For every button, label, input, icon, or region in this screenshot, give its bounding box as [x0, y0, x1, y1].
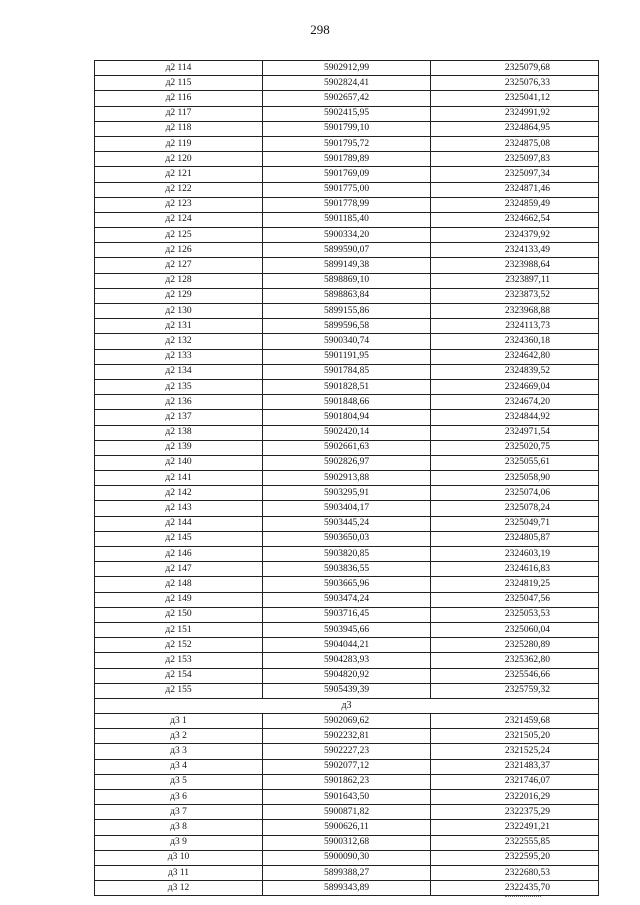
point-id-cell: д3 8	[95, 820, 263, 835]
footer-mark	[505, 896, 541, 897]
table-row	[95, 410, 599, 425]
x-coordinate-cell: 5902826,97	[263, 455, 431, 470]
x-coordinate-cell: 5900090,30	[263, 850, 431, 865]
x-coordinate-cell: 5903650,03	[263, 531, 431, 546]
y-coordinate-cell: 2324839,52	[431, 364, 599, 379]
y-coordinate-cell: 2324379,92	[431, 228, 599, 243]
y-coordinate-cell: 2323968,88	[431, 304, 599, 319]
point-id-cell: д2 132	[95, 334, 263, 349]
point-id-cell: д2 152	[95, 638, 263, 653]
y-coordinate-cell: 2325058,90	[431, 471, 599, 486]
x-coordinate-cell: 5903836,55	[263, 562, 431, 577]
x-coordinate-cell: 5903445,24	[263, 516, 431, 531]
x-coordinate-cell: 5901795,72	[263, 136, 431, 151]
table-row	[95, 440, 599, 455]
table-row	[95, 425, 599, 440]
table-row	[95, 622, 599, 637]
point-id-cell: д2 117	[95, 106, 263, 121]
point-id-cell: д2 150	[95, 607, 263, 622]
table-row	[95, 881, 599, 896]
table-row	[95, 455, 599, 470]
x-coordinate-cell: 5903716,45	[263, 607, 431, 622]
y-coordinate-cell: 2321505,20	[431, 729, 599, 744]
table-row	[95, 167, 599, 182]
y-coordinate-cell: 2322016,29	[431, 790, 599, 805]
point-id-cell: д2 130	[95, 304, 263, 319]
y-coordinate-cell: 2324971,54	[431, 425, 599, 440]
table-row	[95, 152, 599, 167]
coordinates-table-body	[95, 61, 599, 896]
table-row	[95, 683, 599, 698]
y-coordinate-cell: 2324642,80	[431, 349, 599, 364]
point-id-cell: д2 145	[95, 531, 263, 546]
point-id-cell: д2 146	[95, 547, 263, 562]
x-coordinate-cell: 5903404,17	[263, 501, 431, 516]
point-id-cell: д2 151	[95, 622, 263, 637]
y-coordinate-cell: 2324859,49	[431, 197, 599, 212]
point-id-cell: д2 148	[95, 577, 263, 592]
section-header-row	[95, 698, 599, 713]
y-coordinate-cell: 2325280,89	[431, 638, 599, 653]
table-row	[95, 379, 599, 394]
x-coordinate-cell: 5902912,99	[263, 61, 431, 76]
x-coordinate-cell: 5903295,91	[263, 486, 431, 501]
table-row	[95, 790, 599, 805]
table-row	[95, 288, 599, 303]
x-coordinate-cell: 5904283,93	[263, 653, 431, 668]
table-row	[95, 182, 599, 197]
y-coordinate-cell: 2321459,68	[431, 714, 599, 729]
y-coordinate-cell: 2324603,19	[431, 547, 599, 562]
point-id-cell: д2 155	[95, 683, 263, 698]
table-row	[95, 106, 599, 121]
x-coordinate-cell: 5900340,74	[263, 334, 431, 349]
table-row	[95, 91, 599, 106]
y-coordinate-cell: 2324662,54	[431, 212, 599, 227]
y-coordinate-cell: 2324133,49	[431, 243, 599, 258]
point-id-cell: д3 7	[95, 805, 263, 820]
y-coordinate-cell: 2323873,52	[431, 288, 599, 303]
x-coordinate-cell: 5902232,81	[263, 729, 431, 744]
x-coordinate-cell: 5902824,41	[263, 76, 431, 91]
point-id-cell: д2 134	[95, 364, 263, 379]
y-coordinate-cell: 2324875,08	[431, 136, 599, 151]
y-coordinate-cell: 2322491,21	[431, 820, 599, 835]
x-coordinate-cell: 5899590,07	[263, 243, 431, 258]
table-row	[95, 729, 599, 744]
table-row	[95, 334, 599, 349]
x-coordinate-cell: 5903665,96	[263, 577, 431, 592]
y-coordinate-cell: 2322680,53	[431, 865, 599, 880]
y-coordinate-cell: 2324360,18	[431, 334, 599, 349]
x-coordinate-cell: 5900334,20	[263, 228, 431, 243]
point-id-cell: д2 154	[95, 668, 263, 683]
y-coordinate-cell: 2323897,11	[431, 273, 599, 288]
y-coordinate-cell: 2325020,75	[431, 440, 599, 455]
point-id-cell: д2 118	[95, 121, 263, 136]
y-coordinate-cell: 2325060,04	[431, 622, 599, 637]
table-row	[95, 273, 599, 288]
y-coordinate-cell: 2325078,24	[431, 501, 599, 516]
point-id-cell: д2 128	[95, 273, 263, 288]
y-coordinate-cell: 2325074,06	[431, 486, 599, 501]
point-id-cell: д2 141	[95, 471, 263, 486]
y-coordinate-cell: 2324674,20	[431, 395, 599, 410]
point-id-cell: д3 11	[95, 865, 263, 880]
y-coordinate-cell: 2324805,87	[431, 531, 599, 546]
point-id-cell: д2 139	[95, 440, 263, 455]
point-id-cell: д2 147	[95, 562, 263, 577]
point-id-cell: д3 2	[95, 729, 263, 744]
x-coordinate-cell: 5901789,89	[263, 152, 431, 167]
table-row	[95, 395, 599, 410]
point-id-cell: д2 124	[95, 212, 263, 227]
x-coordinate-cell: 5898869,10	[263, 273, 431, 288]
x-coordinate-cell: 5899149,38	[263, 258, 431, 273]
table-row	[95, 668, 599, 683]
point-id-cell: д2 123	[95, 197, 263, 212]
x-coordinate-cell: 5902661,63	[263, 440, 431, 455]
x-coordinate-cell: 5899596,58	[263, 319, 431, 334]
page-number: 298	[310, 22, 330, 37]
x-coordinate-cell: 5898863,84	[263, 288, 431, 303]
table-row	[95, 592, 599, 607]
x-coordinate-cell: 5901185,40	[263, 212, 431, 227]
point-id-cell: д2 133	[95, 349, 263, 364]
x-coordinate-cell: 5902420,14	[263, 425, 431, 440]
point-id-cell: д3 12	[95, 881, 263, 896]
y-coordinate-cell: 2324819,25	[431, 577, 599, 592]
point-id-cell: д2 119	[95, 136, 263, 151]
table-row	[95, 653, 599, 668]
point-id-cell: д3 9	[95, 835, 263, 850]
y-coordinate-cell: 2322375,29	[431, 805, 599, 820]
point-id-cell: д2 149	[95, 592, 263, 607]
section-header: д3	[95, 698, 599, 713]
table-row	[95, 744, 599, 759]
x-coordinate-cell: 5900871,82	[263, 805, 431, 820]
x-coordinate-cell: 5901784,85	[263, 364, 431, 379]
x-coordinate-cell: 5903474,24	[263, 592, 431, 607]
x-coordinate-cell: 5901775,00	[263, 182, 431, 197]
y-coordinate-cell: 2325097,83	[431, 152, 599, 167]
x-coordinate-cell: 5901643,50	[263, 790, 431, 805]
x-coordinate-cell: 5902657,42	[263, 91, 431, 106]
x-coordinate-cell: 5904820,92	[263, 668, 431, 683]
x-coordinate-cell: 5902077,12	[263, 759, 431, 774]
x-coordinate-cell: 5901778,99	[263, 197, 431, 212]
x-coordinate-cell: 5901804,94	[263, 410, 431, 425]
table-row	[95, 835, 599, 850]
table-row	[95, 121, 599, 136]
table-row	[95, 562, 599, 577]
x-coordinate-cell: 5900312,68	[263, 835, 431, 850]
point-id-cell: д2 143	[95, 501, 263, 516]
point-id-cell: д2 131	[95, 319, 263, 334]
y-coordinate-cell: 2325055,61	[431, 455, 599, 470]
point-id-cell: д3 6	[95, 790, 263, 805]
table-row	[95, 607, 599, 622]
point-id-cell: д2 114	[95, 61, 263, 76]
x-coordinate-cell: 5901828,51	[263, 379, 431, 394]
y-coordinate-cell: 2322595,20	[431, 850, 599, 865]
x-coordinate-cell: 5901848,66	[263, 395, 431, 410]
table-row	[95, 349, 599, 364]
y-coordinate-cell: 2325546,66	[431, 668, 599, 683]
table-row	[95, 820, 599, 835]
y-coordinate-cell: 2325097,34	[431, 167, 599, 182]
x-coordinate-cell: 5900626,11	[263, 820, 431, 835]
point-id-cell: д3 4	[95, 759, 263, 774]
x-coordinate-cell: 5901862,23	[263, 774, 431, 789]
y-coordinate-cell: 2324669,04	[431, 379, 599, 394]
point-id-cell: д3 3	[95, 744, 263, 759]
x-coordinate-cell: 5901769,09	[263, 167, 431, 182]
point-id-cell: д2 120	[95, 152, 263, 167]
y-coordinate-cell: 2321746,07	[431, 774, 599, 789]
point-id-cell: д3 1	[95, 714, 263, 729]
y-coordinate-cell: 2325041,12	[431, 91, 599, 106]
point-id-cell: д2 144	[95, 516, 263, 531]
y-coordinate-cell: 2324864,95	[431, 121, 599, 136]
x-coordinate-cell: 5905439,39	[263, 683, 431, 698]
point-id-cell: д2 136	[95, 395, 263, 410]
x-coordinate-cell: 5902227,23	[263, 744, 431, 759]
point-id-cell: д2 126	[95, 243, 263, 258]
point-id-cell: д2 115	[95, 76, 263, 91]
y-coordinate-cell: 2325362,80	[431, 653, 599, 668]
point-id-cell: д2 122	[95, 182, 263, 197]
x-coordinate-cell: 5903820,85	[263, 547, 431, 562]
table-row	[95, 547, 599, 562]
point-id-cell: д2 137	[95, 410, 263, 425]
point-id-cell: д2 153	[95, 653, 263, 668]
y-coordinate-cell: 2324991,92	[431, 106, 599, 121]
table-row	[95, 197, 599, 212]
x-coordinate-cell: 5903945,66	[263, 622, 431, 637]
y-coordinate-cell: 2323988,64	[431, 258, 599, 273]
y-coordinate-cell: 2325076,33	[431, 76, 599, 91]
point-id-cell: д2 116	[95, 91, 263, 106]
table-row	[95, 516, 599, 531]
y-coordinate-cell: 2324844,92	[431, 410, 599, 425]
x-coordinate-cell: 5901799,10	[263, 121, 431, 136]
point-id-cell: д2 140	[95, 455, 263, 470]
coordinates-table	[94, 60, 599, 896]
table-row	[95, 364, 599, 379]
table-row	[95, 304, 599, 319]
y-coordinate-cell: 2325049,71	[431, 516, 599, 531]
table-row	[95, 714, 599, 729]
point-id-cell: д2 127	[95, 258, 263, 273]
table-row	[95, 865, 599, 880]
point-id-cell: д2 135	[95, 379, 263, 394]
table-row	[95, 638, 599, 653]
y-coordinate-cell: 2321525,24	[431, 744, 599, 759]
table-row	[95, 258, 599, 273]
y-coordinate-cell: 2325047,56	[431, 592, 599, 607]
point-id-cell: д3 10	[95, 850, 263, 865]
table-row	[95, 486, 599, 501]
table-row	[95, 61, 599, 76]
x-coordinate-cell: 5904044,21	[263, 638, 431, 653]
table-row	[95, 471, 599, 486]
table-row	[95, 774, 599, 789]
y-coordinate-cell: 2322555,85	[431, 835, 599, 850]
y-coordinate-cell: 2324616,83	[431, 562, 599, 577]
table-row	[95, 212, 599, 227]
table-row	[95, 136, 599, 151]
table-row	[95, 228, 599, 243]
y-coordinate-cell: 2325759,32	[431, 683, 599, 698]
table-row	[95, 577, 599, 592]
x-coordinate-cell: 5899388,27	[263, 865, 431, 880]
point-id-cell: д2 142	[95, 486, 263, 501]
table-row	[95, 243, 599, 258]
y-coordinate-cell: 2324871,46	[431, 182, 599, 197]
y-coordinate-cell: 2325053,53	[431, 607, 599, 622]
table-row	[95, 759, 599, 774]
table-row	[95, 805, 599, 820]
table-row	[95, 850, 599, 865]
x-coordinate-cell: 5899155,86	[263, 304, 431, 319]
y-coordinate-cell: 2322435,70	[431, 881, 599, 896]
x-coordinate-cell: 5899343,89	[263, 881, 431, 896]
point-id-cell: д2 138	[95, 425, 263, 440]
point-id-cell: д2 129	[95, 288, 263, 303]
x-coordinate-cell: 5902913,88	[263, 471, 431, 486]
point-id-cell: д2 121	[95, 167, 263, 182]
y-coordinate-cell: 2324113,73	[431, 319, 599, 334]
y-coordinate-cell: 2321483,37	[431, 759, 599, 774]
table-row	[95, 319, 599, 334]
x-coordinate-cell: 5902069,62	[263, 714, 431, 729]
y-coordinate-cell: 2325079,68	[431, 61, 599, 76]
x-coordinate-cell: 5901191,95	[263, 349, 431, 364]
table-row	[95, 501, 599, 516]
table-row	[95, 531, 599, 546]
table-row	[95, 76, 599, 91]
point-id-cell: д3 5	[95, 774, 263, 789]
x-coordinate-cell: 5902415,95	[263, 106, 431, 121]
point-id-cell: д2 125	[95, 228, 263, 243]
